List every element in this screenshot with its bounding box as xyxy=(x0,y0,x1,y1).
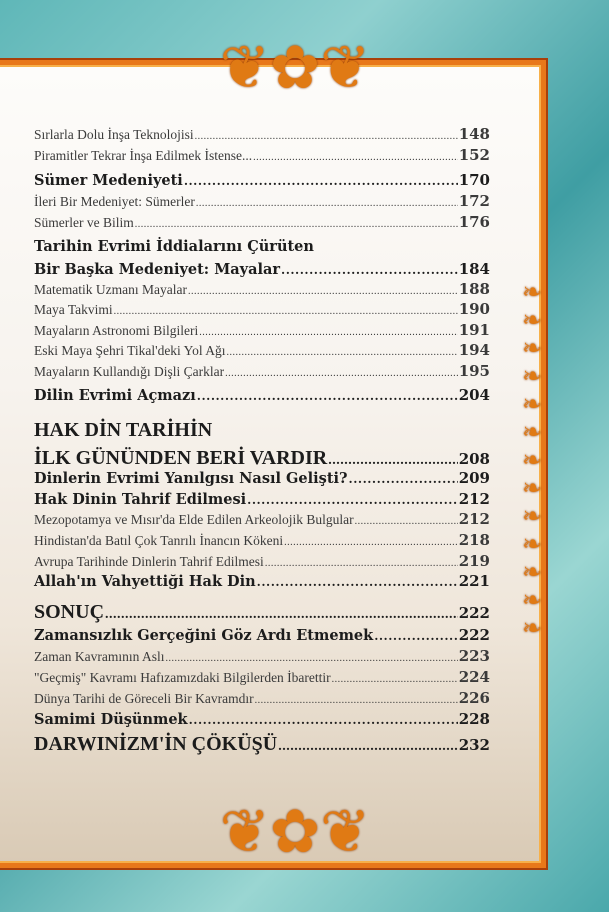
toc-entry-title: HAK DİN TARİHİN xyxy=(34,419,213,441)
toc-entry-title: İleri Bir Medeniyet: Sümerler xyxy=(34,194,195,209)
toc-entry-title: Dilin Evrimi Açmazı xyxy=(34,387,196,404)
toc-entry-title: Sırlarla Dolu İnşa Teknolojisi xyxy=(34,127,194,142)
toc-entry-title: Tarihin Evrimi İddialarını Çürüten xyxy=(34,238,314,255)
toc-entry-title: Dünya Tarihi de Göreceli Bir Kavramdır xyxy=(34,691,254,706)
toc-entry-title: Zaman Kavramının Aslı xyxy=(34,649,165,664)
toc-entry-page: 194 xyxy=(458,341,490,359)
dot-leader xyxy=(255,695,458,706)
side-ornament-icon: ❧❧❧❧❧❧❧❧❧❧❧❧❧ xyxy=(518,278,546,642)
toc-entry[interactable] xyxy=(34,490,490,508)
toc-entry-page: 204 xyxy=(458,386,490,404)
toc-entry-title: Sümer Medeniyeti xyxy=(34,172,183,189)
dot-leader xyxy=(284,537,458,548)
dot-leader xyxy=(105,607,458,623)
toc-entry[interactable] xyxy=(34,552,490,570)
toc-entry[interactable] xyxy=(34,362,490,380)
dot-leader xyxy=(253,152,458,163)
toc-entry[interactable] xyxy=(34,260,490,278)
toc-entry[interactable] xyxy=(34,510,490,528)
toc-entry-title: Samimi Düşünmek xyxy=(34,711,188,728)
dot-leader xyxy=(332,674,458,685)
toc-entry-title: Piramitler Tekrar İnşa Edilmek İstense... xyxy=(34,148,253,163)
toc-entry-page: 224 xyxy=(458,668,490,686)
toc-entry-page: 152 xyxy=(458,146,490,164)
toc-entry-page: 208 xyxy=(458,450,490,468)
toc-entry-title: Mayaların Astronomi Bilgileri xyxy=(34,323,199,338)
dot-leader xyxy=(265,558,458,569)
toc-entry[interactable] xyxy=(34,447,490,470)
toc-entry-title: Avrupa Tarihinde Dinlerin Tahrif Edilmesi xyxy=(34,554,264,569)
toc-entry[interactable] xyxy=(34,280,490,298)
toc-entry-title: Maya Takvimi xyxy=(34,302,113,317)
toc-entry[interactable] xyxy=(34,469,490,487)
toc-entry-title: Sümerler ve Bilim xyxy=(34,215,134,230)
toc-entry-title: Bir Başka Medeniyet: Mayalar xyxy=(34,261,281,278)
toc-entry-page: 188 xyxy=(458,280,490,298)
toc-entry-page: 222 xyxy=(458,626,490,644)
dot-leader xyxy=(349,472,458,486)
dot-leader xyxy=(226,347,457,358)
toc-entry[interactable] xyxy=(34,626,490,644)
dot-leader xyxy=(114,306,458,317)
dot-leader xyxy=(355,516,458,527)
toc-entry-title: Hak Dinin Tahrif Edilmesi xyxy=(34,491,247,508)
toc-entry[interactable] xyxy=(34,238,490,255)
toc-entry-page: 209 xyxy=(458,469,490,487)
toc-entry-page: 232 xyxy=(458,736,490,754)
dot-leader xyxy=(135,219,458,230)
toc-entry-page: 212 xyxy=(458,510,490,528)
toc-entry[interactable] xyxy=(34,647,490,665)
toc-entry[interactable] xyxy=(34,300,490,318)
dot-leader xyxy=(189,713,458,727)
dot-leader xyxy=(281,263,458,277)
toc-entry-page: 191 xyxy=(458,321,490,339)
toc-entry[interactable] xyxy=(34,386,490,404)
toc-entry-title: Eski Maya Şehri Tikal'deki Yol Ağı xyxy=(34,343,226,358)
toc-entry-page: 218 xyxy=(458,531,490,549)
dot-leader xyxy=(188,286,458,297)
toc-entry-page: 219 xyxy=(458,552,490,570)
toc-entry[interactable] xyxy=(34,710,490,728)
toc-entry-page: 176 xyxy=(458,213,490,231)
dot-leader xyxy=(165,653,457,664)
dot-leader xyxy=(278,739,457,755)
toc-entry-title: SONUÇ xyxy=(34,601,105,623)
dot-leader xyxy=(195,131,458,142)
dot-leader xyxy=(184,174,458,188)
toc-entry-page: 223 xyxy=(458,647,490,665)
toc-entry-page: 222 xyxy=(458,604,490,622)
toc-entry[interactable] xyxy=(34,125,490,143)
toc-entry-title: DARWINİZM'İN ÇÖKÜŞÜ xyxy=(34,733,278,755)
dot-leader xyxy=(199,327,457,338)
dot-leader xyxy=(196,198,458,209)
toc-entry-page: 148 xyxy=(458,125,490,143)
dot-leader xyxy=(374,629,458,643)
toc-entry[interactable] xyxy=(34,341,490,359)
toc-entry-page: 221 xyxy=(458,572,490,590)
toc-entry-page: 184 xyxy=(458,260,490,278)
toc-entry-page: 170 xyxy=(458,171,490,189)
toc-entry-title: Matematik Uzmanı Mayalar xyxy=(34,282,187,297)
toc-entry-page: 212 xyxy=(458,490,490,508)
toc-entry-title: Allah'ın Vahyettiği Hak Din xyxy=(34,573,256,590)
toc-entry[interactable] xyxy=(34,572,490,590)
toc-entry[interactable] xyxy=(34,321,490,339)
toc-entry-page: 172 xyxy=(458,192,490,210)
toc-entry[interactable] xyxy=(34,668,490,686)
toc-entry[interactable] xyxy=(34,733,490,756)
top-ornament-icon: ❦✿❦ xyxy=(219,33,371,103)
dot-leader xyxy=(225,368,458,379)
toc-entry[interactable] xyxy=(34,601,490,624)
dot-leader xyxy=(328,453,457,469)
toc-entry-page: 228 xyxy=(458,710,490,728)
toc-entry-title: Mezopotamya ve Mısır'da Elde Edilen Arkeolojik Bulgular xyxy=(34,512,354,527)
dot-leader xyxy=(197,389,458,403)
toc-entry-title: Mayaların Kullandığı Dişli Çarklar xyxy=(34,364,225,379)
toc-entry-title: Dinlerin Evrimi Yanılgısı Nasıl Gelişti? xyxy=(34,470,348,487)
toc-entry-title: "Geçmiş" Kavramı Hafızamızdaki Bilgilerden İbarettir xyxy=(34,670,331,685)
toc-entry-page: 226 xyxy=(458,689,490,707)
toc-entry-page: 190 xyxy=(458,300,490,318)
dot-leader xyxy=(257,575,458,589)
toc-entry[interactable] xyxy=(34,146,490,164)
toc-entry[interactable] xyxy=(34,192,490,210)
toc-entry[interactable] xyxy=(34,531,490,549)
toc-entry[interactable] xyxy=(34,213,490,231)
toc-entry-title: İLK GÜNÜNDEN BERİ VARDIR xyxy=(34,447,328,469)
toc-entry-title: Hindistan'da Batıl Çok Tanrılı İnancın Kökeni xyxy=(34,533,284,548)
toc-entry[interactable] xyxy=(34,171,490,189)
toc-entry-title: Zamansızlık Gerçeğini Göz Ardı Etmemek xyxy=(34,627,374,644)
toc-entry-page: 195 xyxy=(458,362,490,380)
toc-entry[interactable] xyxy=(34,689,490,707)
bottom-ornament-icon: ❦✿❦ xyxy=(219,797,371,867)
toc-entry[interactable] xyxy=(34,419,490,442)
dot-leader xyxy=(247,493,458,507)
